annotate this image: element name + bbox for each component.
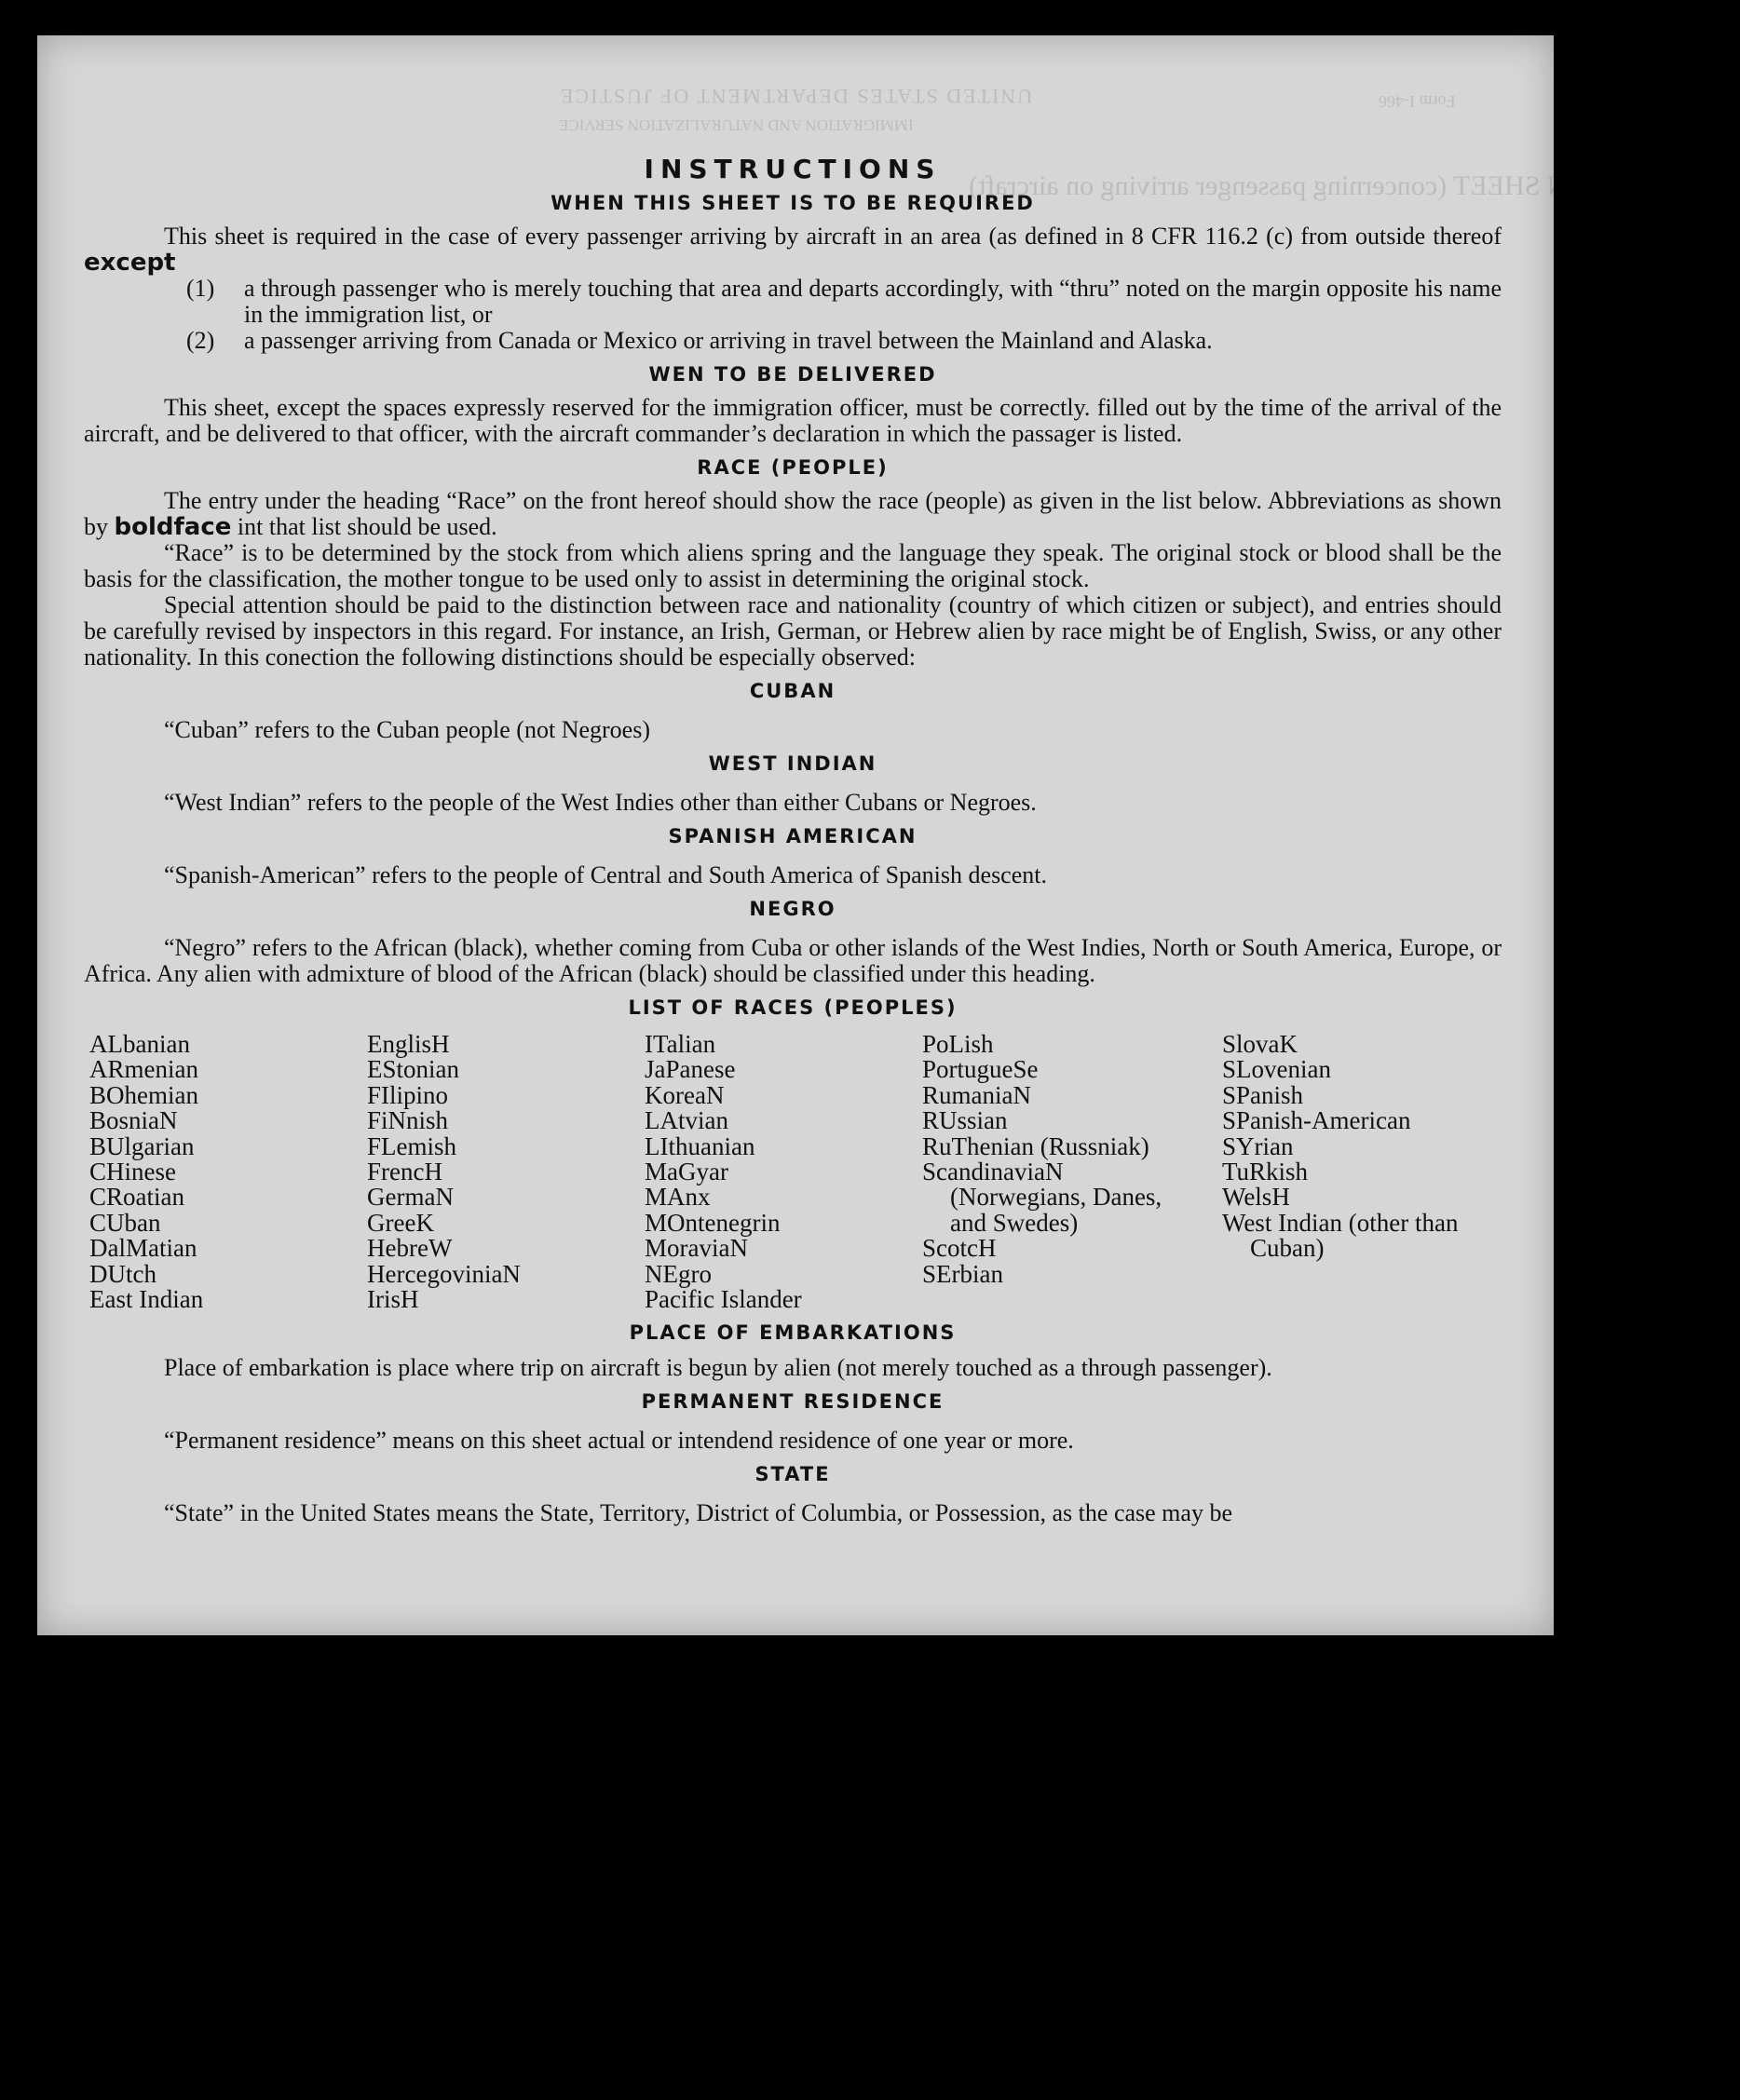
negro-text: “Negro” refers to the African (black), whether coming from Cuba or other islands of the West Indies, North or South America, Europe, or Africa. Any alien with admixture of blood of the African (black) should be classified under this heading.: [84, 934, 1502, 987]
list-item: LAtvian: [645, 1106, 728, 1135]
list-item: FrencH: [367, 1158, 442, 1186]
embarkation-heading: PLACE OF EMBARKATIONS: [629, 1321, 957, 1345]
race-paragraph-3: Special attention should be paid to the distinction between race and nationality (country of which citizen or subject), and entries should be carefully revised by inspectors in this regard. For instance, an Irish, German, or Hebrew alien by race might be of English, Swiss, or any other nationality. In this conection the following distinctions should be especially observed:: [84, 591, 1502, 671]
when-required-intro: This sheet is required in the case of every passenger arriving by aircraft in an area (as defined in 8 CFR 116.2 (c) from outside thereof except: [84, 223, 1502, 277]
spanish-american-heading: SPANISH AMERICAN: [668, 825, 918, 847]
list-item: CHinese: [89, 1158, 176, 1186]
races-list: [89, 1032, 1502, 1312]
list-item: MAnx: [645, 1183, 711, 1212]
list-item: GermaN: [367, 1183, 454, 1212]
instructions-content: [84, 156, 1502, 1526]
west-indian-text: “West Indian” refers to the people of the West Indies other than either Cubans or Negroes.: [164, 789, 1037, 816]
races-column-2: [367, 1032, 645, 1312]
list-item: ALbanian: [89, 1030, 190, 1058]
race-paragraph-1: The entry under the heading “Race” on the front hereof should show the race (people) as given in the list below. Abbreviations as shown by boldface int that list should be used.: [84, 487, 1502, 541]
list-item: SlovaK: [1222, 1030, 1298, 1058]
list-item: FiNnish: [367, 1106, 449, 1135]
cuban-text: “Cuban” refers to the Cuban people (not Negroes): [164, 716, 650, 743]
list-item: ARmenian: [89, 1055, 198, 1084]
list-item: IrisH: [367, 1285, 419, 1314]
when-required-heading: WHEN THIS SHEET IS TO BE REQUIRED: [551, 192, 1035, 214]
permanent-residence-heading: PERMANENT RESIDENCE: [641, 1390, 945, 1414]
list-item: JaPanese: [645, 1055, 736, 1084]
races-column-1: [89, 1032, 367, 1312]
list-item: SPanish: [1222, 1080, 1304, 1109]
races-column-5: [1222, 1032, 1464, 1312]
list-item: MOntenegrin: [645, 1208, 781, 1237]
bleed-through-form-title: INFORMATION SHEET (concerning passenger arriving on aircraft): [969, 170, 1740, 201]
state-heading: STATE: [754, 1463, 831, 1486]
list-item: BosniaN: [89, 1106, 178, 1135]
exception-item: (1) a through passenger who is merely touching that area and departs accordingly, with “thru” noted on the margin opposite his name in the immigration list, or: [186, 275, 1502, 328]
embarkation-text: Place of embarkation is place where trip on aircraft is begun by alien (not merely touched as a through passenger).: [164, 1354, 1272, 1382]
list-item: TuRkish: [1222, 1158, 1309, 1186]
list-item: ScotcH: [922, 1234, 997, 1263]
list-item: CRoatian: [89, 1183, 184, 1212]
list-item: ITalian: [645, 1030, 716, 1058]
list-item: PoLish: [922, 1030, 994, 1058]
page-title: INSTRUCTIONS: [644, 154, 942, 184]
list-item: GreeK: [367, 1208, 434, 1237]
list-item: West Indian (other than Cuban): [1222, 1208, 1459, 1263]
list-item: MoraviaN: [645, 1234, 748, 1263]
list-item: SErbian: [922, 1259, 1003, 1288]
races-column-3: [645, 1032, 922, 1312]
list-item: MaGyar: [645, 1158, 728, 1186]
exception-item: (2) a passenger arriving from Canada or Mexico or arriving in travel between the Mainland and Alaska.: [186, 327, 1213, 354]
list-item: DalMatian: [89, 1234, 197, 1263]
list-item: ScandinaviaN (Norwegians, Danes, and Swedes): [922, 1158, 1162, 1237]
list-item: EStonian: [367, 1055, 459, 1084]
list-item: BUlgarian: [89, 1131, 195, 1160]
list-item: RumaniaN: [922, 1080, 1031, 1109]
list-item: HercegoviniaN: [367, 1259, 521, 1288]
when-delivered-text: This sheet, except the spaces expressly reserved for the immigration officer, must be correctly. filled out by the time of the arrival of the aircraft, and be delivered to that officer, with the aircraft commander’s declaration in which the passager is listed.: [84, 394, 1502, 447]
west-indian-heading: WEST INDIAN: [708, 752, 877, 775]
race-heading: RACE (PEOPLE): [697, 456, 889, 479]
list-item: WelsH: [1222, 1183, 1290, 1212]
list-item: NEgro: [645, 1259, 712, 1288]
list-item: SLovenian: [1222, 1055, 1331, 1084]
list-item: SPanish-American: [1222, 1106, 1411, 1135]
spanish-american-text: “Spanish-American” refers to the people of Central and South America of Spanish descent.: [164, 861, 1047, 888]
list-item: BOhemian: [89, 1080, 198, 1109]
list-item: Pacific Islander: [645, 1285, 802, 1314]
list-of-races-heading: LIST OF RACES (PEOPLES): [628, 996, 958, 1019]
list-item: LIthuanian: [645, 1131, 755, 1160]
list-item: RuThenian (Russniak): [922, 1131, 1149, 1160]
permanent-residence-text: “Permanent residence” means on this sheet actual or intendend residence of one year or more.: [164, 1427, 1074, 1455]
list-item: CUban: [89, 1208, 161, 1237]
list-item: EnglisH: [367, 1030, 450, 1058]
list-item: SYrian: [1222, 1131, 1294, 1160]
bleed-through-service: IMMIGRATION AND NATURALIZATION SERVICE: [559, 116, 914, 134]
list-item: HebreW: [367, 1234, 453, 1263]
negro-heading: NEGRO: [749, 898, 836, 920]
list-item: East Indian: [89, 1285, 204, 1314]
boldface-word: boldface: [114, 513, 232, 541]
bleed-through-agency: UNITED STATES DEPARTMENT OF JUSTICE: [559, 85, 1033, 108]
document-page: [37, 35, 1740, 1635]
bleed-through-form-number: Form I-466: [1379, 92, 1456, 111]
list-item: RUssian: [922, 1106, 1008, 1135]
list-item: PortugueSe: [922, 1055, 1039, 1084]
list-item: DUtch: [89, 1259, 156, 1288]
except-word: except: [84, 249, 176, 277]
list-item: FLemish: [367, 1131, 457, 1160]
cuban-heading: CUBAN: [749, 680, 836, 702]
list-item: KoreaN: [645, 1080, 725, 1109]
race-paragraph-2: “Race” is to be determined by the stock from which aliens spring and the language they speak. The original stock or blood shall be the basis for the classification, the mother tongue to be used only to assist in determining the original stock.: [84, 539, 1502, 592]
races-column-4: [922, 1032, 1222, 1312]
when-delivered-heading: WEN TO BE DELIVERED: [648, 363, 937, 386]
state-text: “State” in the United States means the State, Territory, District of Columbia, or Possession, as the case may be: [164, 1499, 1232, 1527]
list-item: FIlipino: [367, 1080, 449, 1109]
